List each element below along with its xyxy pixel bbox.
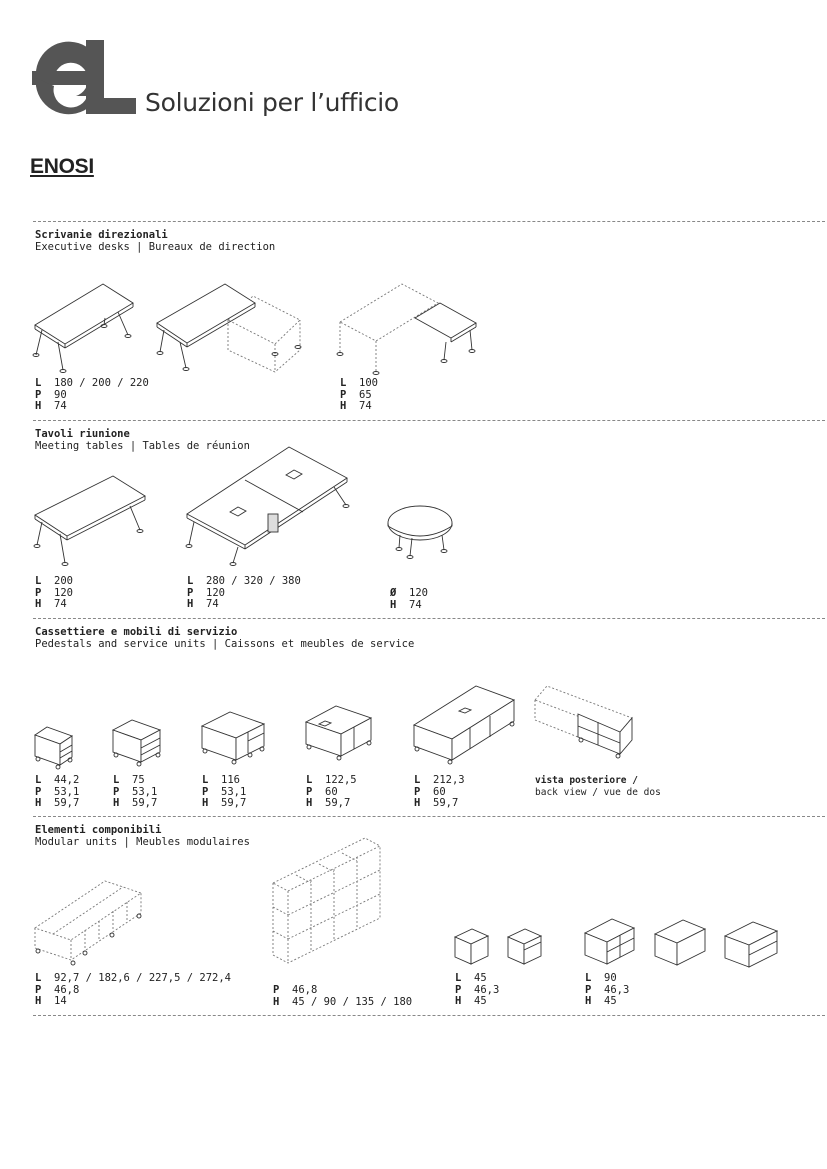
service-unit-122-drawing: [306, 706, 371, 760]
dimensions-block: L 200 P 120 H 74: [35, 575, 73, 611]
service-unit-212-drawing: [414, 686, 514, 764]
dimensions-block: L 100 P 65 H 74: [340, 377, 378, 413]
meeting-table-drawing: [34, 476, 145, 566]
desk-drawing: [33, 284, 133, 373]
section-subtitle: Executive desks | Bureaux de direction: [35, 241, 276, 253]
desk-extension-drawing: [337, 284, 476, 375]
desk-return-drawing: [157, 284, 301, 372]
section-title: Elementi componibili: [35, 824, 162, 836]
dimensions-block: L 45 P 46,3 H 45: [455, 972, 500, 1008]
back-view-note: vista posteriore / back view / vue de dos: [535, 775, 661, 798]
service-unit-116-drawing: [202, 712, 264, 764]
section-title: Scrivanie direzionali: [35, 229, 168, 241]
section-title: Tavoli riunione: [35, 428, 130, 440]
dimensions-block: L 92,7 / 182,6 / 227,5 / 272,4 P 46,8 H 14: [35, 972, 232, 1008]
modular-90-drawing: [585, 919, 777, 967]
dimensions-block: L 280 / 320 / 380 P 120 H 74: [187, 575, 301, 611]
dimensions-block: L 180 / 200 / 220 P 90 H 74: [35, 377, 149, 413]
brand-tagline: Soluzioni per l’ufficio: [145, 88, 399, 117]
dimensions-block: L 122,5 P 60 H 59,7: [306, 774, 357, 810]
product-title: ENOSI: [30, 155, 94, 178]
dimensions-block: L 44,2 P 53,1 H 59,7: [35, 774, 80, 810]
dimensions-block: L 212,3 P 60 H 59,7: [414, 774, 465, 810]
dimensions-block: P 46,8 H 45 / 90 / 135 / 180: [273, 984, 413, 1008]
section-subtitle: Pedestals and service units | Caissons et meubles de service: [35, 638, 415, 650]
back-view-drawing: [535, 686, 632, 758]
service-unit-75-drawing: [113, 720, 160, 766]
pedestal-drawing: [35, 727, 72, 769]
dimensions-block: L 90 P 46,3 H 45: [585, 972, 630, 1008]
round-table-drawing: [388, 506, 452, 559]
long-meeting-table-drawing: [186, 447, 349, 566]
section-subtitle: Meeting tables | Tables de réunion: [35, 440, 250, 452]
section-subtitle: Modular units | Meubles modulaires: [35, 836, 250, 848]
dimensions-block: Ø 120 H 74: [390, 587, 428, 611]
section-title: Cassettiere e mobili di servizio: [35, 626, 238, 638]
modular-low-drawing: [35, 881, 141, 965]
modular-45-drawing: [455, 929, 541, 964]
dimensions-block: L 116 P 53,1 H 59,7: [202, 774, 247, 810]
dimensions-block: L 75 P 53,1 H 59,7: [113, 774, 158, 810]
modular-tall-drawing: [273, 838, 380, 963]
